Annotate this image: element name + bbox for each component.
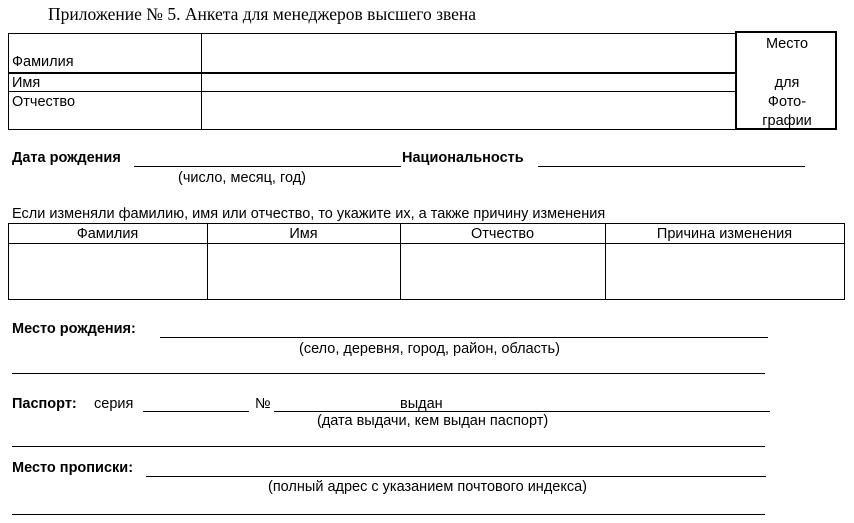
passport-number-field[interactable] — [274, 411, 400, 412]
name-change-intro: Если изменяли фамилию, имя или отчество, то укажите их, а также причину изменения — [12, 206, 606, 222]
change-name-cell[interactable] — [208, 244, 400, 299]
photo-label-line4: графии — [762, 113, 812, 129]
passport-field-line2[interactable] — [12, 446, 765, 447]
document-title: Приложение № 5. Анкета для менеджеров высшего звена — [48, 4, 477, 24]
passport-label: Паспорт: — [12, 396, 77, 412]
nationality-label: Национальность — [402, 150, 524, 166]
passport-series-label: серия — [94, 396, 134, 412]
name-label: Имя — [12, 75, 41, 91]
passport-issued-field[interactable] — [400, 411, 770, 412]
registration-field[interactable] — [146, 476, 766, 477]
change-table-top — [8, 223, 845, 224]
name-field[interactable] — [202, 74, 736, 91]
photo-label-line1: Место — [765, 36, 809, 52]
change-reason-cell[interactable] — [606, 244, 844, 299]
birthplace-label: Место рождения: — [12, 321, 136, 337]
column-header-name: Имя — [289, 226, 318, 242]
passport-number-label: № — [255, 396, 271, 412]
birthplace-field[interactable] — [160, 337, 768, 338]
surname-label: Фамилия — [12, 54, 74, 70]
registration-hint: (полный адрес с указанием почтового индекса) — [268, 479, 587, 495]
birth-date-label: Дата рождения — [12, 150, 121, 166]
registration-label: Место прописки: — [12, 460, 134, 476]
passport-series-field[interactable] — [143, 411, 249, 412]
surname-field[interactable] — [202, 34, 736, 72]
table-border-bottom — [8, 129, 737, 130]
column-header-reason: Причина изменения — [656, 226, 793, 242]
patronymic-field[interactable] — [202, 92, 736, 129]
change-table-bottom — [8, 299, 845, 300]
birth-date-hint: (число, месяц, год) — [178, 170, 306, 186]
column-header-surname: Фамилия — [76, 226, 139, 242]
change-table-right — [844, 223, 845, 300]
registration-field-line2[interactable] — [12, 514, 765, 515]
nationality-field[interactable] — [538, 166, 805, 167]
change-surname-cell[interactable] — [9, 244, 207, 299]
birth-date-field[interactable] — [134, 166, 401, 167]
patronymic-label: Отчество — [12, 94, 76, 110]
change-patronymic-cell[interactable] — [401, 244, 605, 299]
birthplace-hint: (село, деревня, город, район, область) — [299, 341, 560, 357]
passport-hint: (дата выдачи, кем выдан паспорт) — [317, 413, 549, 429]
column-header-patronymic: Отчество — [470, 226, 535, 242]
photo-label-line2: для — [774, 75, 800, 91]
birthplace-field-line2[interactable] — [12, 373, 765, 374]
table-border-left — [8, 33, 9, 130]
photo-label-line3: Фото- — [767, 94, 807, 110]
passport-issued-label: выдан — [400, 396, 443, 412]
